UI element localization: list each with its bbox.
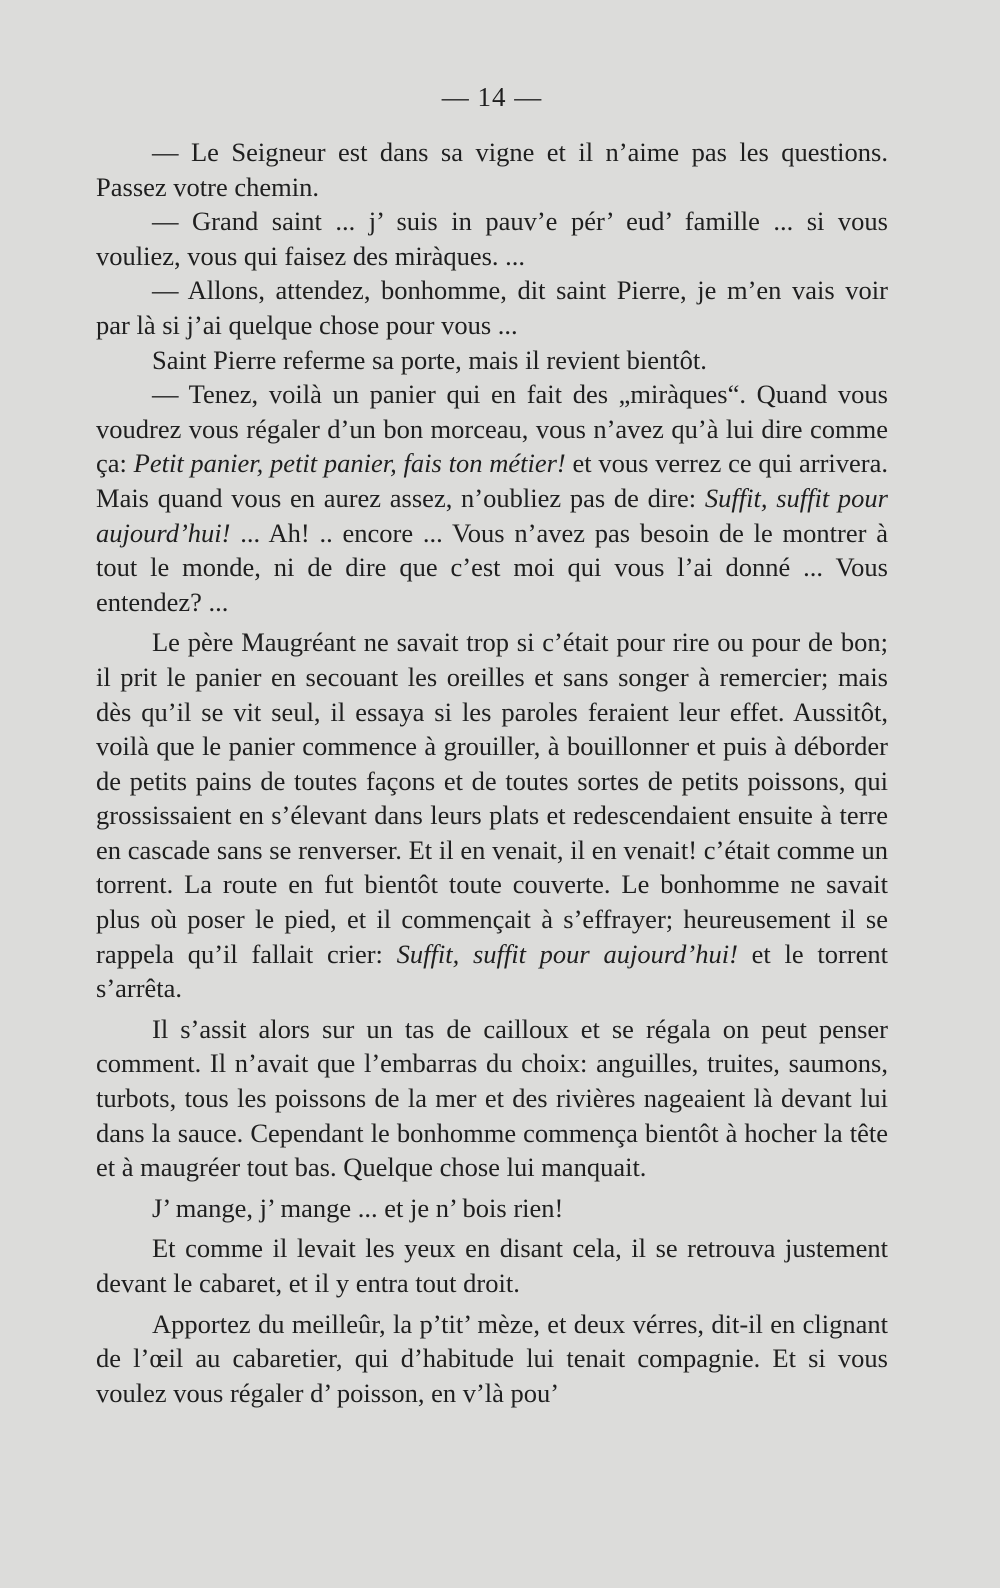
- text-run: Il s’assit alors sur un tas de cailloux et se régala on peut penser comment. Il n’avait que l’embarras du choix: anguilles, truites, saumons, turbots, tous les poissons de la mer et des rivières nageaient là devant lui dans la sauce. Cependant le bonhomme commença bientôt à hocher la tête et à maugréer tout bas. Quelque chose lui manquait.: [96, 1013, 888, 1183]
- paragraph: [96, 343, 888, 378]
- italic-text: Suffit, suffit pour aujourd’hui!: [396, 938, 738, 969]
- text-run: ... Ah! .. encore ... Vous n’avez pas besoin de le montrer à tout le monde, ni de dire que c’est moi qui vous l’ai donné ... Vous entendez? ...: [96, 517, 888, 617]
- paragraph: [96, 625, 888, 1006]
- page-number: — 14 —: [441, 82, 543, 112]
- text-run: Saint Pierre referme sa porte, mais il revient bientôt.: [152, 344, 707, 375]
- paragraph: [96, 204, 888, 273]
- paragraph: [96, 1012, 888, 1185]
- paragraph: [96, 273, 888, 342]
- italic-text: Petit panier, petit panier, fais ton métier!: [133, 448, 566, 479]
- paragraph: [96, 1191, 888, 1226]
- text-run: Apportez du meilleûr, la p’tit’ mèze, et deux vérres, dit-il en clignant de l’œil au cabaretier, qui d’habitude lui tenait compagnie. Et si vous voulez vous régaler d’ poisson, en v’là pou’: [96, 1308, 888, 1408]
- text-run: Et comme il levait les yeux en disant cela, il se retrouva justement devant le cabaret, et il y entra tout droit.: [96, 1233, 888, 1298]
- text-run: et vous verrez ce qui arrivera. Mais quand vous en aurez assez, n’oubliez pas de dire:: [96, 448, 888, 513]
- text-run: et le torrent s’arrêta.: [96, 938, 889, 1004]
- text-run: — Le Seigneur est dans sa vigne et il n’aime pas les questions. Passez votre chemin.: [96, 137, 888, 202]
- italic-text: Suffit, suffit pour aujourd’hui!: [96, 482, 888, 548]
- text-run: — Allons, attendez, bonhomme, dit saint Pierre, je m’en vais voir par là si j’ai quelque chose pour vous ...: [96, 275, 888, 340]
- paragraph: [96, 1307, 888, 1411]
- paragraph: [96, 1231, 888, 1300]
- body-text: [96, 135, 888, 1410]
- paragraph: [96, 135, 888, 204]
- text-run: — Grand saint ... j’ suis in pauv’e pér’ eud’ famille ... si vous vouliez, vous qui faisez des miràques. ...: [96, 206, 888, 271]
- paragraph: [96, 377, 888, 619]
- text-run: Le père Maugréant ne savait trop si c’était pour rire ou pour de bon; il prit le panier en secouant les oreilles et sans songer à remercier; mais dès qu’il se vit seul, il essaya si les paroles feraient leur effet. Aussitôt, voilà que le panier commence à grouiller, à bouillonner et puis à déborder de petits pains de toutes façons et de toutes sortes de petits poissons, qui grossissaient en s’élevant dans leurs plats et redescendaient ensuite à terre en cascade sans se renverser. Et il en venait, il en venait! c’était comme un torrent. La route en fut bientôt toute couverte. Le bonhomme ne savait plus où poser le pied, et il commençait à s’effrayer; heureusement il se rappela qu’il fallait crier:: [96, 627, 888, 969]
- text-run: — Tenez, voilà un panier qui en fait des „miràques“. Quand vous voudrez vous régaler d’un bon morceau, vous n’avez qu’à lui dire comme ça:: [96, 379, 888, 479]
- text-run: J’ mange, j’ mange ... et je n’ bois rien!: [152, 1192, 564, 1223]
